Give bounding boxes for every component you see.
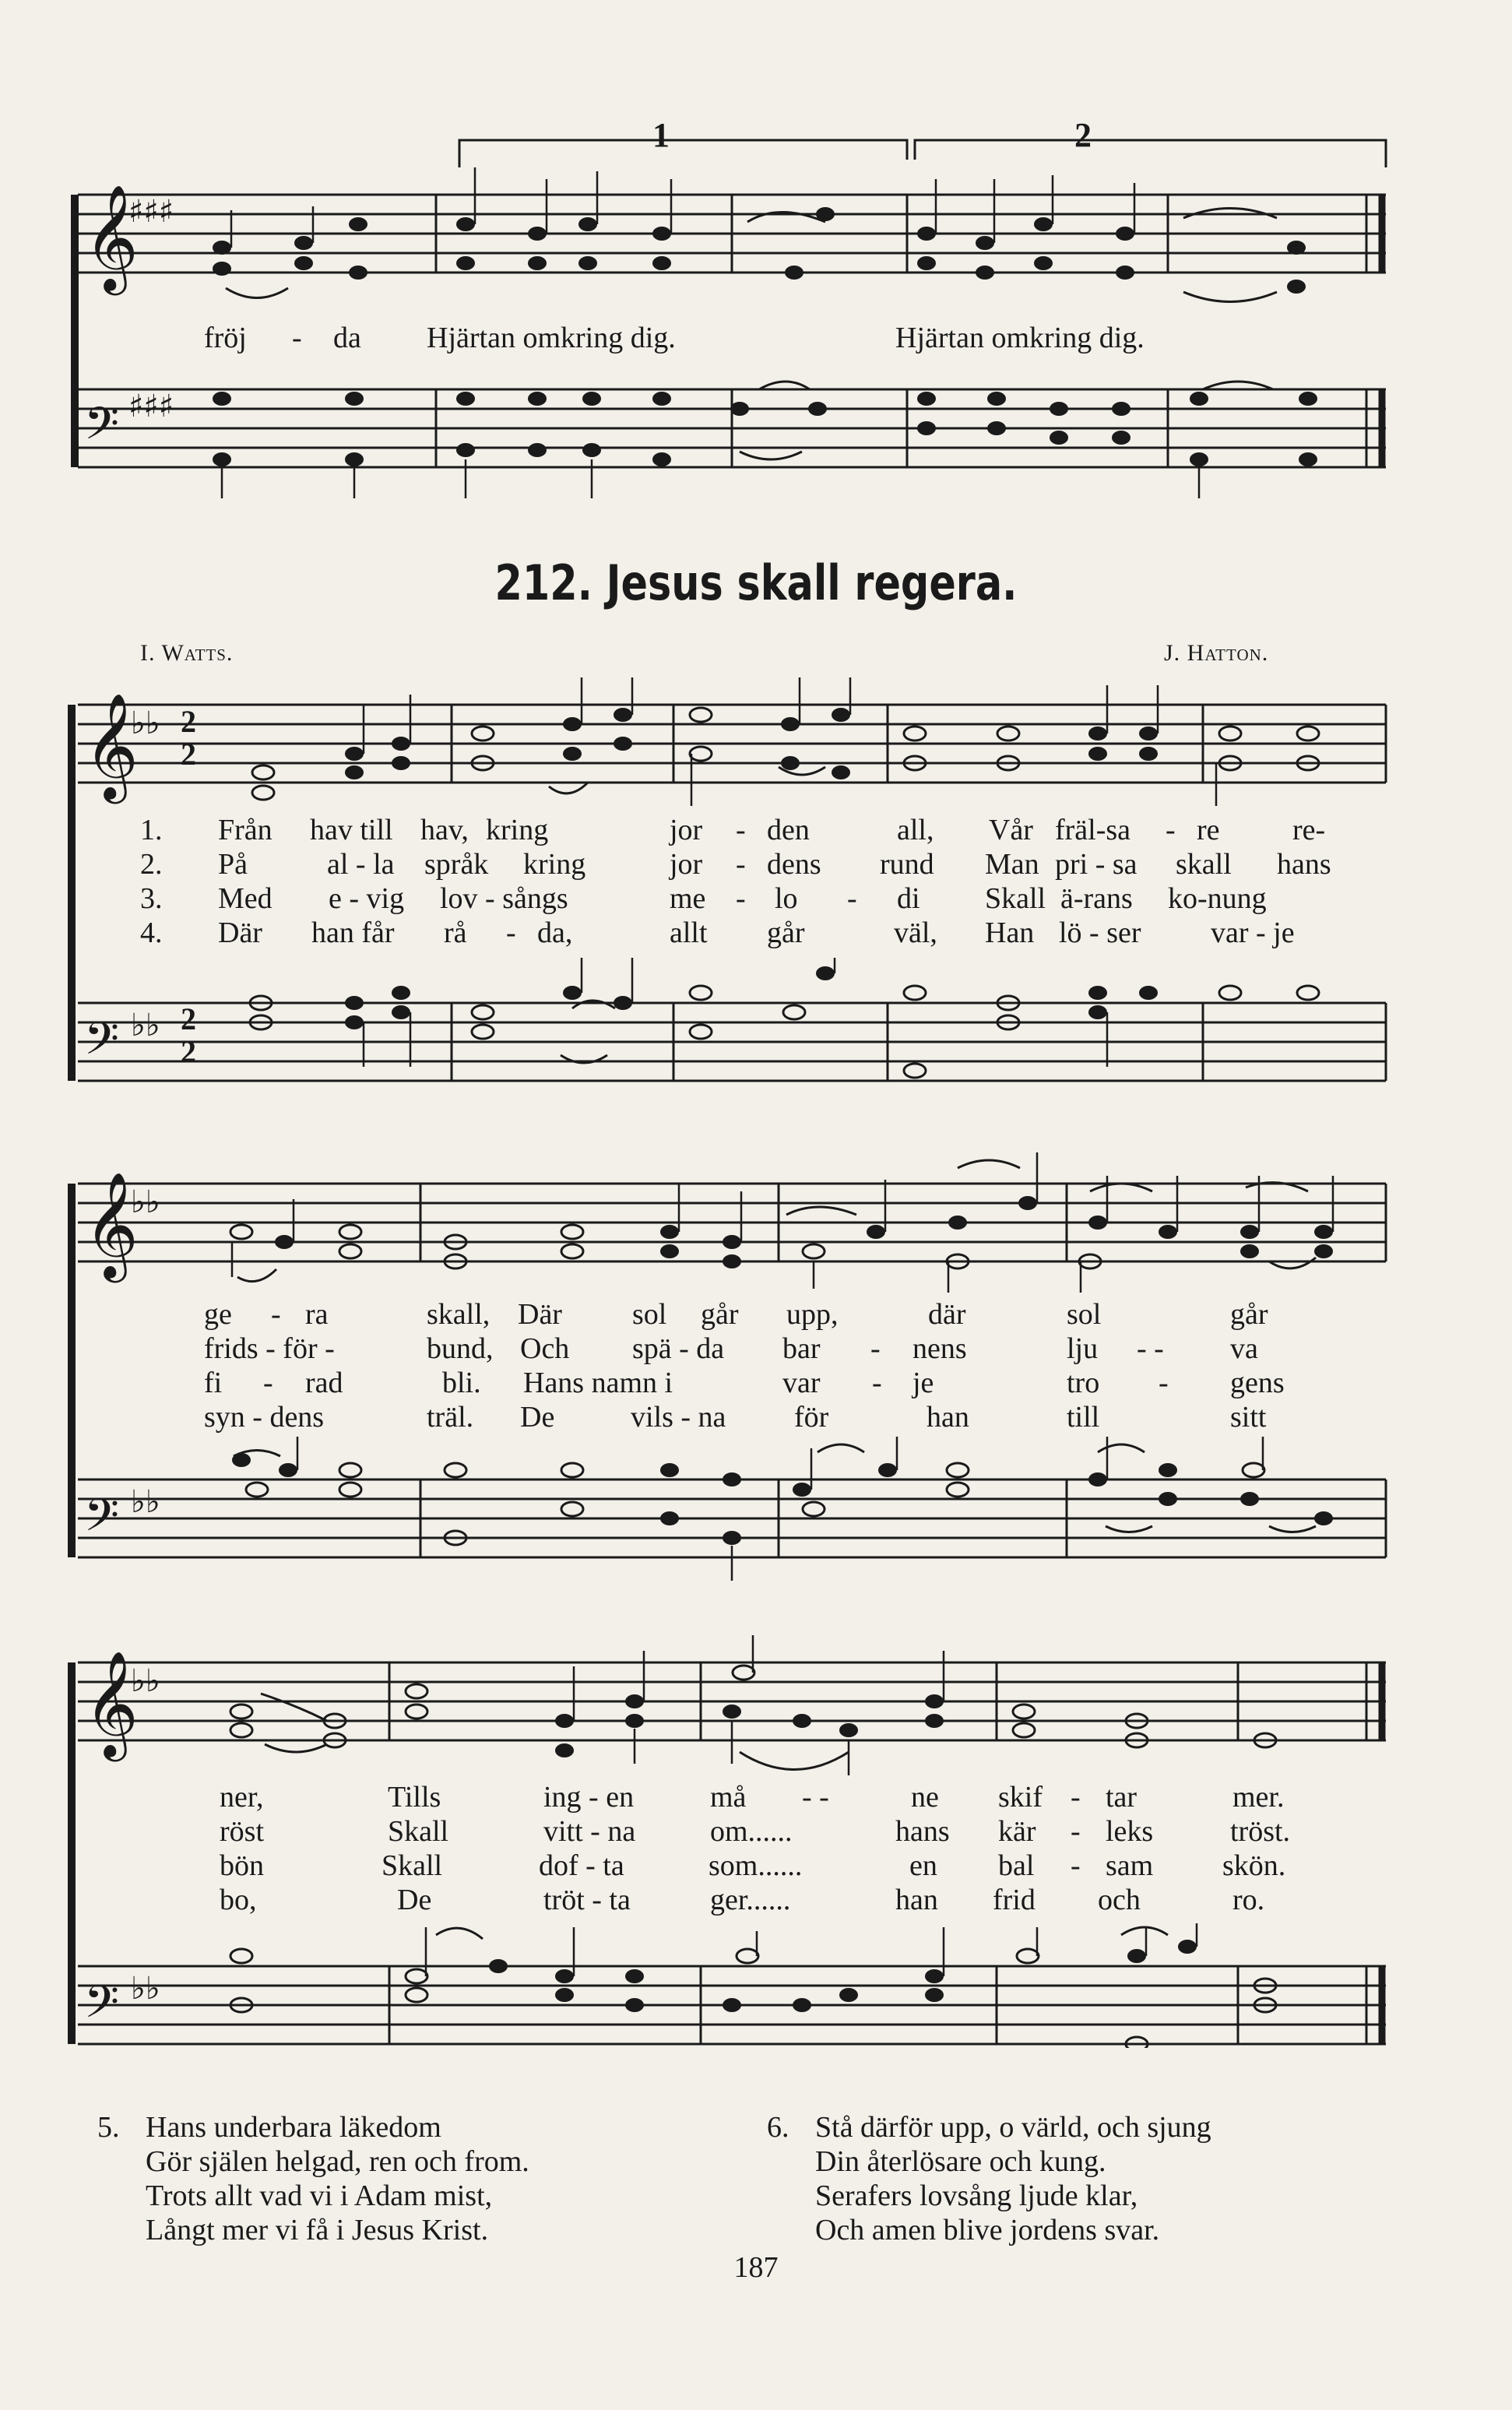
lyric-syllable: hav, — [420, 814, 469, 846]
lyric-syllable: Där — [518, 1298, 562, 1331]
lyric-syllable: språk — [424, 848, 489, 881]
lyric-syllable: går — [701, 1298, 739, 1331]
lyric-syllable: e - vig — [329, 882, 405, 915]
stanza-line: Gör själen helgad, ren och from. — [146, 2145, 529, 2178]
lyric-syllable: - — [1166, 814, 1176, 846]
lyric-syllable: dens — [767, 848, 821, 881]
svg-text:𝄞: 𝄞 — [84, 691, 139, 799]
lyric-syllable: till — [1067, 1401, 1100, 1434]
system3-verse-2 — [0, 1814, 1512, 1849]
lyric-syllable: da, — [537, 917, 573, 949]
lyric-syllable: fi — [204, 1367, 223, 1399]
lyric-syllable: gens — [1230, 1367, 1285, 1399]
lyric-syllable: tro — [1067, 1367, 1100, 1399]
lyric-syllable: Där — [218, 917, 262, 949]
lyric-syllable: ner, — [220, 1781, 264, 1814]
system2-verse-1 — [0, 1297, 1512, 1332]
lyric-syllable: ing - en — [543, 1781, 635, 1814]
lyric-syllable: vils - na — [631, 1401, 726, 1434]
lyric-syllable: Och — [520, 1332, 570, 1365]
svg-text:2: 2 — [181, 1001, 196, 1036]
stanza-line: Trots allt vad vi i Adam mist, — [146, 2180, 493, 2212]
stanza-line: Din återlösare och kung. — [815, 2145, 1106, 2178]
lyric-syllable: och — [1098, 1884, 1141, 1916]
lyric-syllable: dof - ta — [539, 1849, 624, 1882]
lyric-syllable: tröst. — [1230, 1815, 1291, 1848]
lyric-syllable: Tills — [388, 1781, 441, 1814]
lyric-syllable: da — [333, 322, 361, 354]
verse-number: 1. — [140, 814, 163, 846]
lyric-syllable: går — [767, 917, 805, 949]
lyric-syllable: rå — [444, 917, 467, 949]
lyric-syllable: hans — [1277, 848, 1331, 881]
lyric-syllable: en — [909, 1849, 937, 1882]
lyric-syllable: - - — [802, 1781, 829, 1814]
lyric-syllable: upp, — [786, 1298, 839, 1331]
svg-text:2: 2 — [181, 737, 196, 772]
lyric-syllable: På — [218, 848, 248, 881]
lyric-syllable: bal — [998, 1849, 1035, 1882]
lyric-syllable: Hans namn i — [523, 1367, 673, 1399]
verse-number: 4. — [140, 917, 163, 949]
lyric-syllable: De — [520, 1401, 555, 1434]
stanza-6 — [767, 2110, 1211, 2247]
lyric-syllable: Skall — [985, 882, 1046, 915]
svg-text:𝄞: 𝄞 — [84, 183, 139, 290]
lyric-syllable: rad — [305, 1367, 343, 1399]
lyric-syllable: me — [670, 882, 706, 915]
lyric-syllable: - — [1071, 1849, 1081, 1882]
lyric-syllable: bund, — [427, 1332, 494, 1365]
system2-verse-4 — [0, 1400, 1512, 1434]
system3-verse-1 — [0, 1780, 1512, 1814]
lyric-syllable: sol — [632, 1298, 667, 1331]
lyric-syllable: bli. — [442, 1367, 481, 1399]
lyric-syllable: di — [897, 882, 920, 915]
svg-text:♯♯♯: ♯♯♯ — [128, 194, 174, 230]
lyric-syllable: ger...... — [710, 1884, 791, 1916]
stanza-line: Långt mer vi få i Jesus Krist. — [146, 2214, 489, 2246]
lyric-syllable: - — [263, 1367, 273, 1399]
lyric-syllable: rund — [880, 848, 934, 881]
lyric-syllable: - — [271, 1298, 281, 1331]
top-lyrics — [0, 321, 1512, 355]
svg-text:♭♭: ♭♭ — [131, 1663, 160, 1699]
svg-text:♭♭: ♭♭ — [131, 1971, 160, 2007]
system2-verse-2 — [0, 1332, 1512, 1366]
verse-number: 2. — [140, 848, 163, 881]
lyric-syllable: den — [767, 814, 810, 846]
lyric-syllable: fröj — [204, 322, 247, 354]
lyric-syllable: - — [506, 917, 516, 949]
lyric-syllable: - — [872, 1367, 882, 1399]
lyric-syllable: - — [736, 814, 746, 846]
svg-text:2: 2 — [181, 704, 196, 739]
lyric-syllable: - — [870, 1332, 881, 1365]
lyric-syllable: ro. — [1232, 1884, 1265, 1916]
lyric-syllable: ko-nung — [1168, 882, 1267, 915]
lyric-syllable: kär — [998, 1815, 1036, 1848]
stanza-line: Stå därför upp, o värld, och sjung — [815, 2111, 1211, 2144]
lyric-syllable: väl, — [894, 917, 937, 949]
svg-text:𝄞: 𝄞 — [84, 1170, 139, 1278]
lyric-syllable: ge — [204, 1298, 232, 1331]
lyric-syllable: fräl-sa — [1055, 814, 1131, 846]
svg-text:♭♭: ♭♭ — [131, 705, 160, 741]
lyric-syllable: var — [782, 1367, 821, 1399]
stanza-line: Hans underbara läkedom — [146, 2111, 441, 2144]
lyric-syllable: De — [397, 1884, 432, 1916]
lyric-syllable: bo, — [220, 1884, 257, 1916]
lyric-syllable: Från — [218, 814, 273, 846]
lyric-syllable: röst — [220, 1815, 264, 1848]
lyric-syllable: han får — [311, 917, 395, 949]
music-composer: J. Hatton. — [1164, 640, 1269, 666]
stanza-line: Serafers lovsång ljude klar, — [815, 2180, 1138, 2212]
lyric-syllable: var - je — [1211, 917, 1295, 949]
lyric-syllable: må — [710, 1781, 747, 1814]
page-number: 187 — [733, 2251, 779, 2284]
lyric-syllable: re- — [1292, 814, 1326, 846]
lyric-syllable: - — [1071, 1815, 1081, 1848]
lyric-syllable: spä - da — [632, 1332, 725, 1365]
svg-text:𝄞: 𝄞 — [84, 1649, 139, 1757]
lyric-syllable: sol — [1067, 1298, 1102, 1331]
lyric-syllable: - — [736, 848, 746, 881]
lyric-syllable: Skall — [382, 1849, 443, 1882]
svg-text:♯♯♯: ♯♯♯ — [128, 389, 174, 424]
lyric-syllable: lö - ser — [1059, 917, 1141, 949]
lyric-syllable: ä-rans — [1060, 882, 1133, 915]
system1-verse-3 — [0, 881, 1512, 916]
lyric-syllable: all, — [897, 814, 934, 846]
lyric-syllable: han — [927, 1401, 969, 1434]
lyric-syllable: tar — [1106, 1781, 1138, 1814]
lyric-syllable: je — [912, 1367, 934, 1399]
lyric-syllable: Skall — [388, 1815, 449, 1848]
system1-verse-2 — [0, 847, 1512, 881]
lyric-syllable: lju — [1067, 1332, 1099, 1365]
lyric-syllable: om...... — [710, 1815, 793, 1848]
lyric-syllable: Med — [218, 882, 273, 915]
lyric-syllable: vitt - na — [543, 1815, 636, 1848]
lyric-syllable: nens — [912, 1332, 967, 1365]
lyric-syllable: sam — [1106, 1849, 1154, 1882]
lyric-syllable: tröt - ta — [543, 1884, 631, 1916]
lyric-syllable: jor — [670, 814, 703, 846]
system1-verse-1 — [0, 813, 1512, 847]
lyric-syllable: han — [895, 1884, 938, 1916]
system3-verse-3 — [0, 1849, 1512, 1883]
lyric-syllable: kring — [486, 814, 549, 846]
lyric-syllable: leks — [1106, 1815, 1154, 1848]
lyric-syllable: va — [1230, 1332, 1258, 1365]
lyric-syllable: frids - för - — [204, 1332, 335, 1365]
lyric-syllable: - — [847, 882, 857, 915]
lyric-syllable: lov - sångs — [440, 882, 568, 915]
stanza-number: 5. — [97, 2111, 120, 2144]
lyric-syllable: Hjärtan omkring dig. — [427, 322, 676, 354]
lyric-syllable: kring — [523, 848, 586, 881]
lyric-syllable: re — [1197, 814, 1220, 846]
lyric-syllable: bar — [782, 1332, 821, 1365]
lyric-syllable: lo — [775, 882, 798, 915]
top-treble-staff — [0, 0, 1512, 545]
lyric-syllable: syn - dens — [204, 1401, 325, 1434]
system3-verse-4 — [0, 1883, 1512, 1917]
lyric-syllable: skall — [1176, 848, 1232, 881]
lyric-syllable: frid — [993, 1884, 1036, 1916]
svg-text:𝄢: 𝄢 — [84, 397, 120, 461]
lyric-syllable: träl. — [427, 1401, 474, 1434]
lyric-syllable: bön — [220, 1849, 264, 1882]
svg-text:𝄢: 𝄢 — [84, 1489, 120, 1553]
lyric-syllable: Han — [985, 917, 1035, 949]
lyric-syllable: hans — [895, 1815, 950, 1848]
lyric-syllable: för — [794, 1401, 829, 1434]
lyric-syllable: ra — [305, 1298, 329, 1331]
lyric-syllable: al - la — [327, 848, 395, 881]
svg-text:♭♭: ♭♭ — [131, 1008, 160, 1043]
lyric-syllable: skif — [998, 1781, 1043, 1814]
svg-text:♭♭: ♭♭ — [131, 1184, 160, 1220]
lyric-syllable: går — [1230, 1298, 1268, 1331]
lyric-syllable: skön. — [1222, 1849, 1286, 1882]
lyric-syllable: - - — [1137, 1332, 1164, 1365]
system1-verse-4 — [0, 916, 1512, 950]
stanza-number: 6. — [767, 2111, 789, 2144]
lyric-syllable: skall, — [427, 1298, 491, 1331]
lyric-syllable: Hjärtan omkring dig. — [895, 322, 1145, 354]
volta-1-label: 1 — [652, 116, 670, 154]
system2-verse-3 — [0, 1366, 1512, 1400]
text-author: I. Watts. — [140, 640, 234, 666]
lyric-syllable: som...... — [709, 1849, 803, 1882]
hymn-title: 212. Jesus skall regera. — [494, 554, 1018, 611]
svg-text:2: 2 — [181, 1034, 196, 1069]
stanza-line: Och amen blive jordens svar. — [815, 2214, 1160, 2246]
volta-2-label: 2 — [1074, 116, 1092, 154]
lyric-syllable: hav till — [310, 814, 393, 846]
lyric-syllable: - — [292, 322, 302, 354]
stanza-5 — [97, 2110, 529, 2247]
lyric-syllable: - — [1071, 1781, 1081, 1814]
lyric-syllable: sitt — [1230, 1401, 1267, 1434]
lyric-syllable: - — [736, 882, 746, 915]
lyric-syllable: Man — [985, 848, 1039, 881]
lyric-syllable: pri - sa — [1055, 848, 1138, 881]
lyric-syllable: - — [1159, 1367, 1169, 1399]
lyric-syllable: allt — [670, 917, 708, 949]
lyric-syllable: ne — [911, 1781, 939, 1814]
svg-text:𝄢: 𝄢 — [84, 1012, 120, 1076]
svg-text:♭♭: ♭♭ — [131, 1484, 160, 1520]
svg-text:𝄢: 𝄢 — [84, 1975, 120, 2039]
lyric-syllable: jor — [670, 848, 703, 881]
lyric-syllable: mer. — [1232, 1781, 1285, 1814]
lyric-syllable: Vår — [989, 814, 1033, 846]
lyric-syllable: där — [928, 1298, 966, 1331]
verse-number: 3. — [140, 882, 163, 915]
